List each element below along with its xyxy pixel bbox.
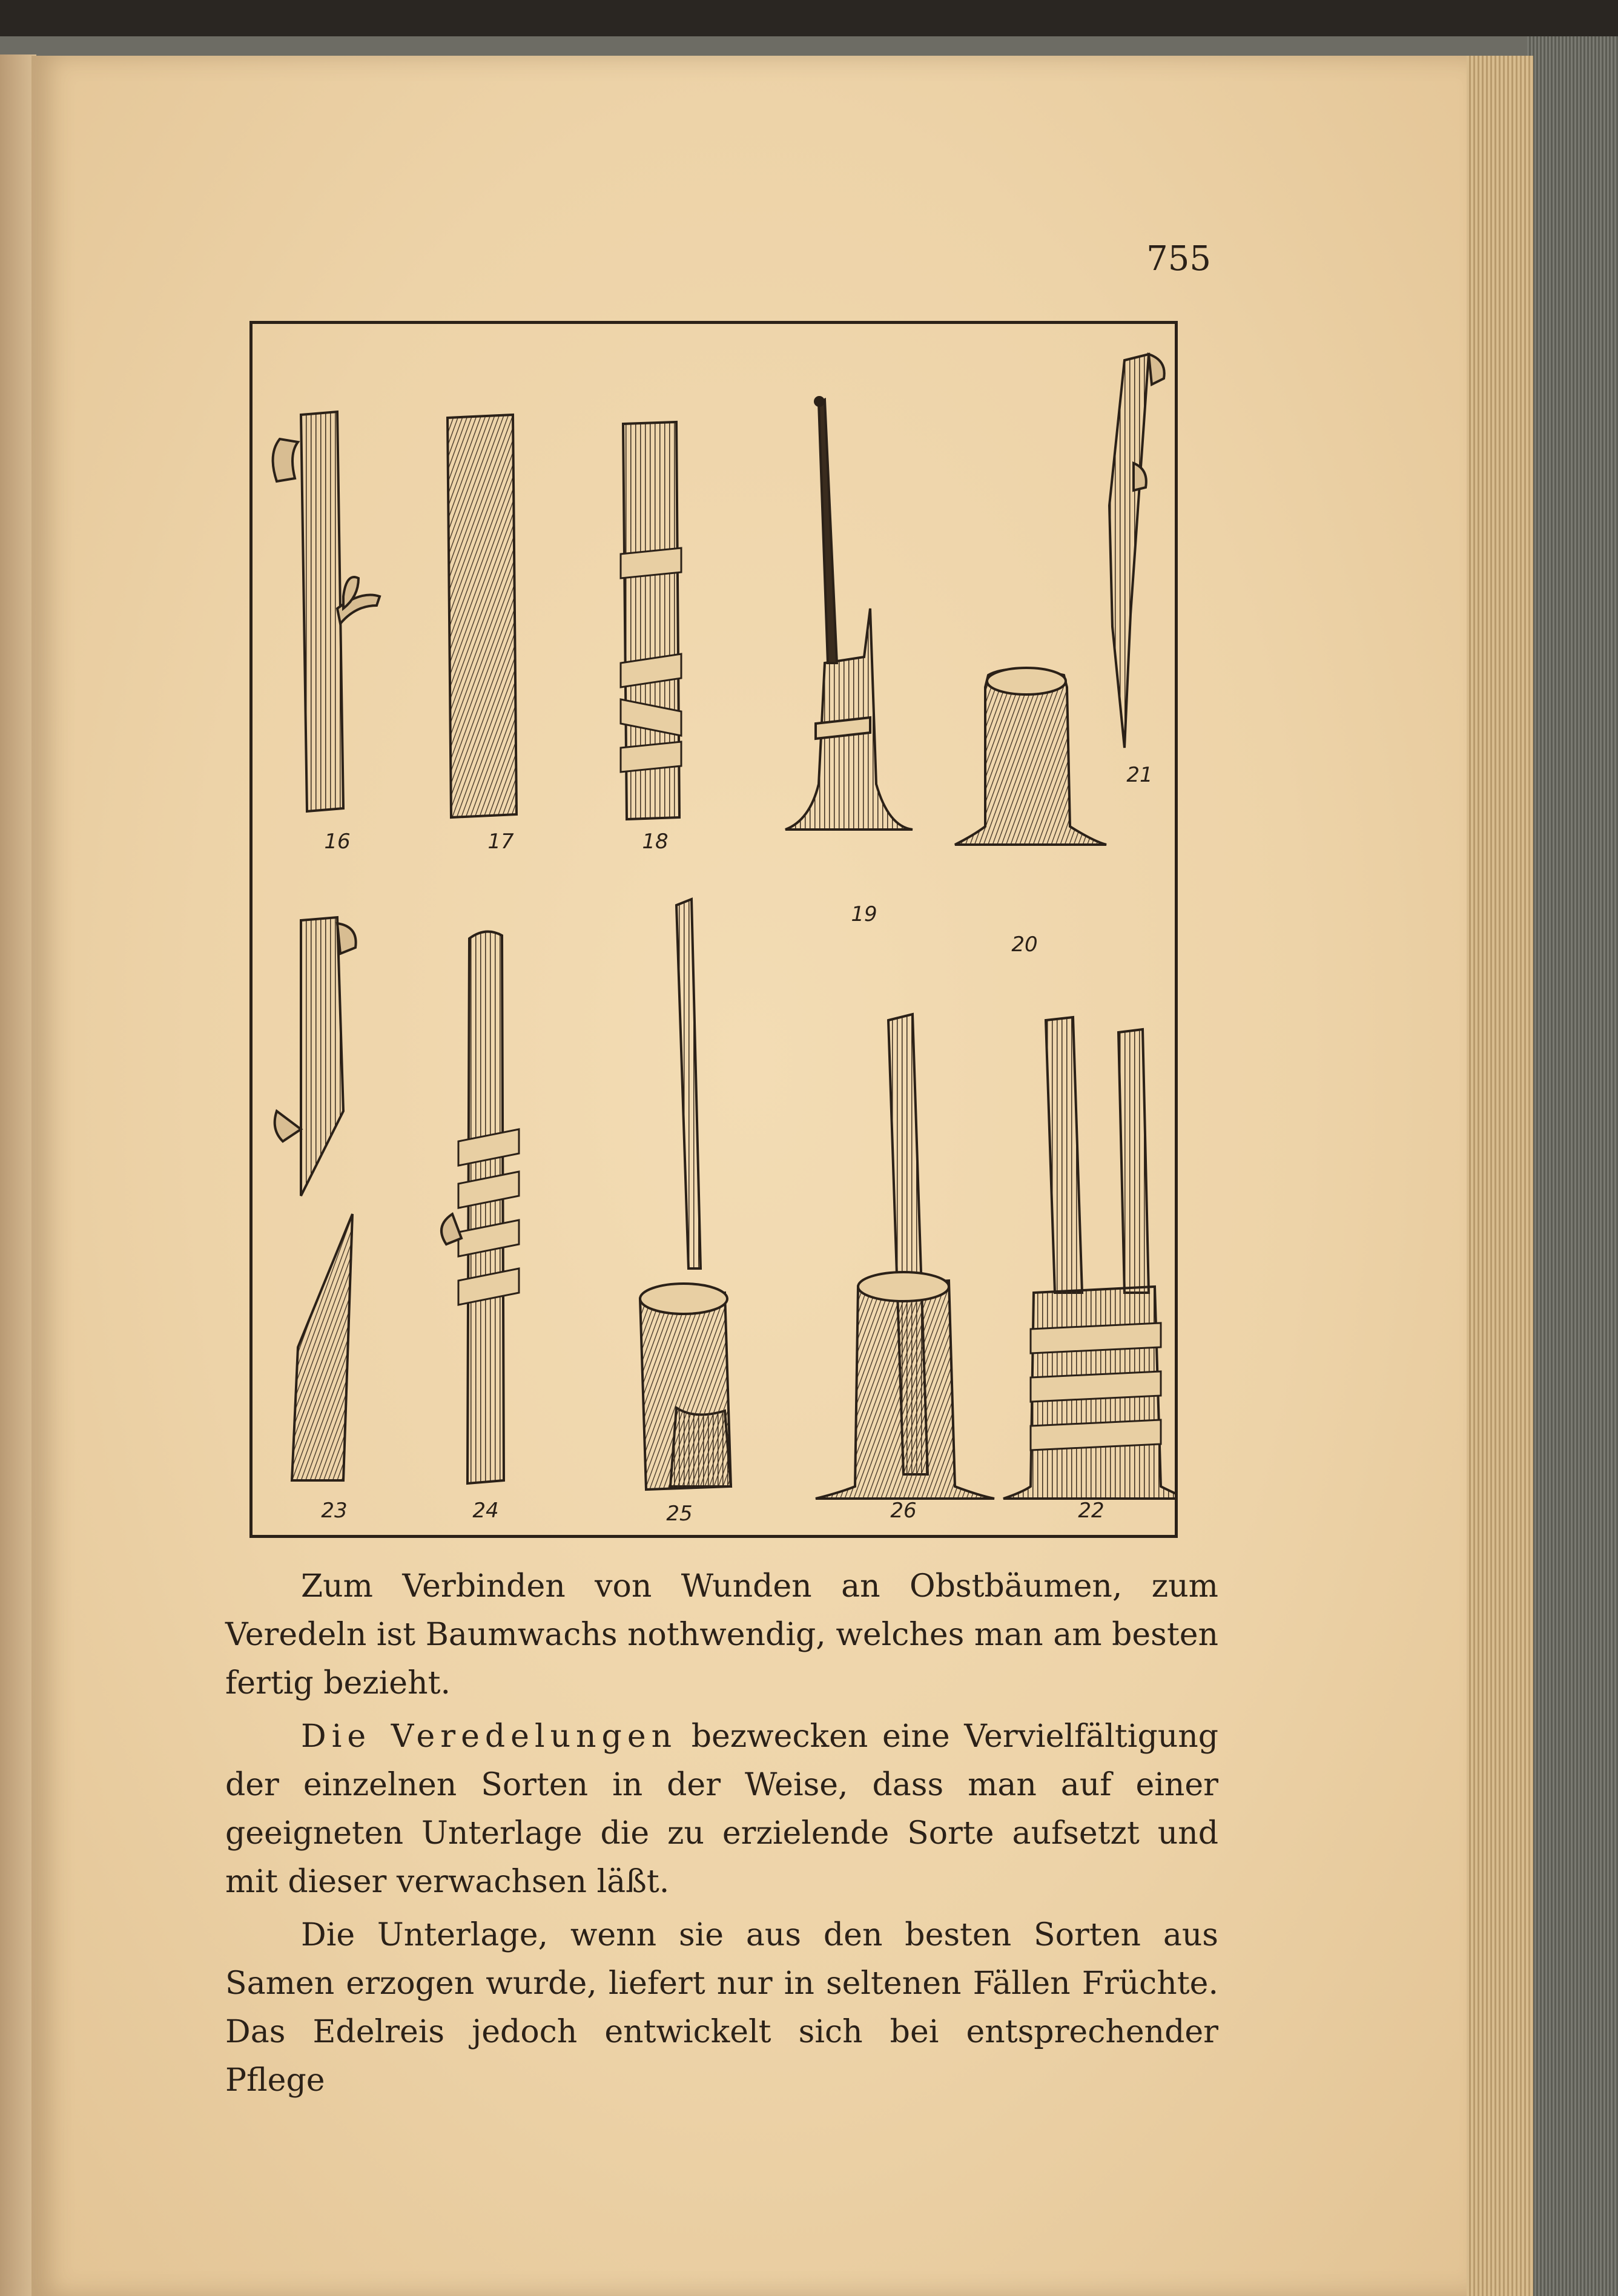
page-number: 755: [1146, 239, 1211, 279]
paragraph-2-text: bezwecken eine Vervielfältigung der einzelnen Sorten in der Weise, dass man auf einer geeigneten Unterlage die zu erzielende Sorte aufsetzt und mit dieser verwachsen läßt.: [225, 1718, 1218, 1900]
paragraph-3-text: Die Unterlage, wenn sie aus den besten Sorten aus Samen erzogen wurde, liefert nur in seltenen Fällen Früchte. Das Edelreis jedoch entwickelt sich bei entsprechender Pflege: [225, 1917, 1218, 2099]
figure-16: [273, 412, 380, 811]
left-page-edge: [0, 54, 36, 2296]
figure-18: [621, 422, 681, 819]
figure-24: [441, 932, 519, 1483]
figure-label-26: 26: [890, 1499, 917, 1523]
figure-23: [275, 917, 356, 1480]
grafting-drawings: [253, 324, 1175, 1535]
paragraph-1-text: Zum Verbinden von Wunden an Obstbäumen, zum Veredeln ist Baumwachs nothwendig, welches man am besten fertig bezieht.: [225, 1568, 1218, 1701]
figure-label-20: 20: [1011, 932, 1038, 957]
figure-26: [816, 1014, 994, 1499]
figure-label-19: 19: [851, 902, 877, 926]
figure-label-17: 17: [487, 830, 514, 854]
page-stack-edge: [1467, 56, 1533, 2296]
figure-20: [955, 668, 1106, 845]
figure-label-23: 23: [321, 1499, 348, 1523]
figure-label-18: 18: [642, 830, 669, 854]
book-cover-edge: [1527, 36, 1618, 2296]
paragraph-3: [225, 1911, 1218, 2105]
figure-25: [640, 899, 731, 1489]
paragraph-2: [225, 1712, 1218, 1906]
figure-label-21: 21: [1126, 763, 1153, 787]
figure-17: [447, 415, 517, 817]
figure-label-24: 24: [472, 1499, 499, 1523]
grafting-illustration-plate: [249, 321, 1178, 1538]
paragraph-1: [225, 1562, 1218, 1707]
paragraph-2-emphasis: Die Veredelungen: [301, 1718, 678, 1755]
figure-21: [1109, 354, 1164, 748]
body-text: [225, 1562, 1218, 2110]
figure-label-22: 22: [1078, 1499, 1105, 1523]
figure-22: [1003, 1017, 1175, 1499]
figure-19: [785, 397, 913, 830]
figure-label-16: 16: [324, 830, 351, 854]
figure-label-25: 25: [666, 1502, 693, 1526]
